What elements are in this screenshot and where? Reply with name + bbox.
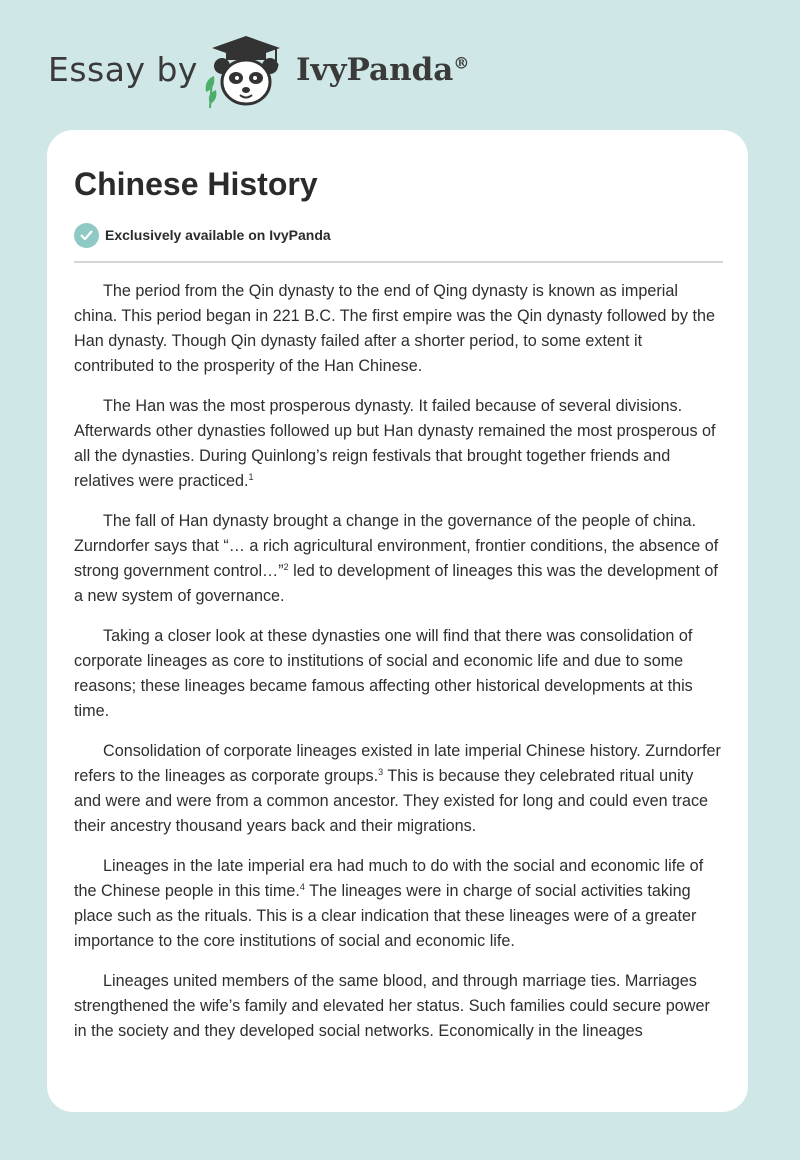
- trademark-symbol: ®: [453, 53, 470, 73]
- paragraph-text: The fall of Han dynasty brought a change in the governance of the people of china. Zurndorfer says that “… a rich agricultural environment, frontier conditions, the absence of strong government control…”: [74, 512, 719, 580]
- essay-body: [74, 279, 724, 1059]
- exclusive-badge: [74, 222, 331, 248]
- paragraph-text: led to development of lineages this was the development of a new system of governance.: [74, 562, 718, 605]
- panda-logo-icon[interactable]: [196, 34, 292, 110]
- footnote-ref[interactable]: 1: [248, 472, 254, 482]
- paragraph-text: Lineages in the late imperial era had much to do with the social and economic life of the Chinese people in this time.: [74, 857, 704, 900]
- divider: [74, 261, 723, 263]
- paragraph-text: This is because they celebrated ritual unity and were and were from a common ancestor. They existed for long and could even trace their ancestry thousand years back and their migrations.: [74, 767, 709, 835]
- paragraph-text: Lineages united members of the same blood, and through marriage ties. Marriages strengthened the wife’s family and elevated her status. Such families could secure power in the society and they developed social networks. Economically in the lineages: [74, 972, 710, 1040]
- site-header: [0, 0, 800, 130]
- check-circle-icon: [74, 223, 99, 248]
- paragraph: [74, 394, 724, 494]
- footnote-ref[interactable]: 2: [283, 562, 289, 572]
- paragraph-text: The lineages were in charge of social activities taking place such as the rituals. This is a clear indication that these lineages were of a greater importance to the core institutions of social and economic life.: [74, 882, 697, 950]
- footnote-ref[interactable]: 4: [299, 882, 305, 892]
- paragraph: [74, 279, 724, 379]
- brand-name-text: IvyPanda: [296, 52, 454, 88]
- paragraph: [74, 739, 724, 839]
- footnote-ref[interactable]: 3: [378, 767, 384, 777]
- page-title: Chinese History: [74, 166, 318, 202]
- paragraph-text: The Han was the most prosperous dynasty. It failed because of several divisions. Afterwards other dynasties followed up but Han dynasty remained the most prosperous of all the dynasties. During Quinlong’s reign festivals that brought together friends and relatives were practiced.: [74, 397, 716, 490]
- paragraph: [74, 624, 724, 724]
- paragraph: [74, 854, 724, 954]
- paragraph-text: The period from the Qin dynasty to the end of Qing dynasty is known as imperial china. This period began in 221 B.C. The first empire was the Qin dynasty followed by the Han dynasty. Though Qin dynasty failed after a shorter period, to some extent it contributed to the prosperity of the Han Chinese.: [74, 282, 715, 375]
- badge-label: Exclusively available on IvyPanda: [105, 227, 331, 243]
- essay-card: [47, 130, 748, 1112]
- paragraph-text: Taking a closer look at these dynasties one will find that there was consolidation of corporate lineages as core to institutions of social and economic life and due to some reasons; these lineages became famous affecting other historical developments at this time.: [74, 627, 693, 720]
- paragraph-text: Consolidation of corporate lineages existed in late imperial Chinese history. Zurndorfer refers to the lineages as corporate groups.: [74, 742, 721, 785]
- paragraph: [74, 509, 724, 609]
- brand-name: [296, 52, 469, 88]
- paragraph: [74, 969, 724, 1044]
- brand-prefix: Essay by: [48, 50, 198, 89]
